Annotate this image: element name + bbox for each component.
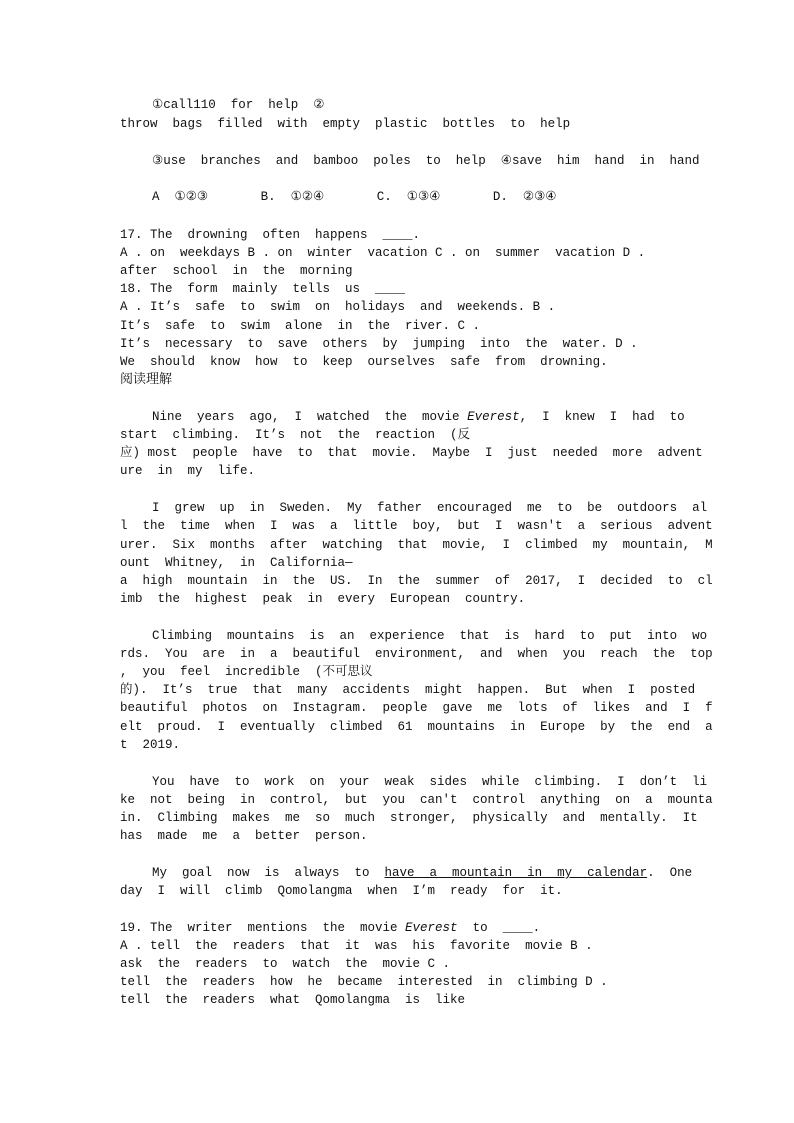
- passage-p3-line-1: Climbing mountains is an experience that is hard to put into wo: [152, 629, 708, 643]
- passage-p4-line-1: You have to work on your weak sides while climbing. I don’t li: [152, 775, 708, 789]
- q16-option-line-2: throw bags filled with empty plastic bottles to help: [120, 117, 571, 131]
- passage-p1-line-4: ure in my life.: [120, 464, 256, 478]
- q19-option-line-3: tell the readers how he became interested in climbing D .: [120, 975, 608, 989]
- q16-option-line-1: ①call110 for help ②: [152, 98, 325, 112]
- passage-p3-line-7: t 2019.: [120, 738, 181, 752]
- movie-title: Everest: [467, 410, 520, 424]
- passage-p4-line-4: has made me a better person.: [120, 829, 368, 843]
- passage-p2-line-4: ount Whitney, in California—: [120, 556, 353, 570]
- passage-p2-line-6: imb the highest peak in every European country.: [120, 592, 526, 606]
- q19-stem: [120, 919, 540, 937]
- passage-p3-line-3: , you feel incredible (不可思议: [120, 665, 373, 679]
- passage-text: , I knew I had to: [519, 410, 685, 424]
- q19-option-line-1: A . tell the readers that it was his favorite movie B .: [120, 939, 593, 953]
- q19-movie-title: Everest: [405, 921, 458, 935]
- q18-stem: 18. The form mainly tells us ____: [120, 282, 406, 296]
- passage-p1-line-2: start climbing. It’s not the reaction (反: [120, 428, 471, 442]
- passage-p1-line-3: 应) most people have to that movie. Maybe I just needed more advent: [120, 446, 703, 460]
- q17-options-line-2: after school in the morning: [120, 264, 353, 278]
- q19-stem-text: 19. The writer mentions the movie: [120, 921, 406, 935]
- passage-p5-line-1: [152, 864, 692, 882]
- q17-stem: 17. The drowning often happens ____.: [120, 228, 421, 242]
- passage-p2-line-5: a high mountain in the US. In the summer of 2017, I decided to cl: [120, 574, 713, 588]
- passage-text: . One: [647, 866, 693, 880]
- passage-p3-line-2: rds. You are in a beautiful environment, and when you reach the top: [120, 647, 713, 661]
- passage-p1-line-1: [152, 408, 685, 426]
- passage-p3-line-5: beautiful photos on Instagram. people gave me lots of likes and I f: [120, 701, 713, 715]
- q19-option-line-4: tell the readers what Qomolangma is like: [120, 993, 466, 1007]
- q16-option-line-3: ③use branches and bamboo poles to help ④save him hand in hand: [152, 154, 700, 168]
- q16-answer-choices: A ①②③ B. ①②④ C. ①③④ D. ②③④: [152, 190, 557, 204]
- q18-option-a: A . It’s safe to swim on holidays and weekends. B .: [120, 300, 556, 314]
- q18-option-b: It’s safe to swim alone in the river. C .: [120, 319, 481, 333]
- passage-p3-line-4: 的). It’s true that many accidents might happen. But when I posted: [120, 683, 696, 697]
- passage-text: Nine years ago, I watched the movie: [152, 410, 468, 424]
- q19-option-line-2: ask the readers to watch the movie C .: [120, 957, 451, 971]
- underlined-phrase: have a mountain in my calendar: [384, 866, 648, 880]
- passage-p4-line-2: ke not being in control, but you can't control anything on a mounta: [120, 793, 713, 807]
- q18-option-c: It’s necessary to save others by jumping into the water. D .: [120, 337, 638, 351]
- passage-p2-line-1: I grew up in Sweden. My father encouraged me to be outdoors al: [152, 501, 708, 515]
- passage-p2-line-3: urer. Six months after watching that movie, I climbed my mountain, M: [120, 538, 713, 552]
- passage-text: My goal now is always to: [152, 866, 385, 880]
- section-title-reading: 阅读理解: [120, 372, 173, 387]
- q19-stem-text: to ____.: [457, 921, 541, 935]
- passage-p2-line-2: l the time when I was a little boy, but I wasn't a serious advent: [120, 519, 713, 533]
- q17-options-line-1: A . on weekdays B . on winter vacation C . on summer vacation D .: [120, 246, 646, 260]
- q18-option-d: We should know how to keep ourselves safe from drowning.: [120, 355, 608, 369]
- passage-p5-line-2: day I will climb Qomolangma when I’m ready for it.: [120, 884, 563, 898]
- passage-p4-line-3: in. Climbing makes me so much stronger, physically and mentally. It: [120, 811, 698, 825]
- passage-p3-line-6: elt proud. I eventually climbed 61 mountains in Europe by the end a: [120, 720, 713, 734]
